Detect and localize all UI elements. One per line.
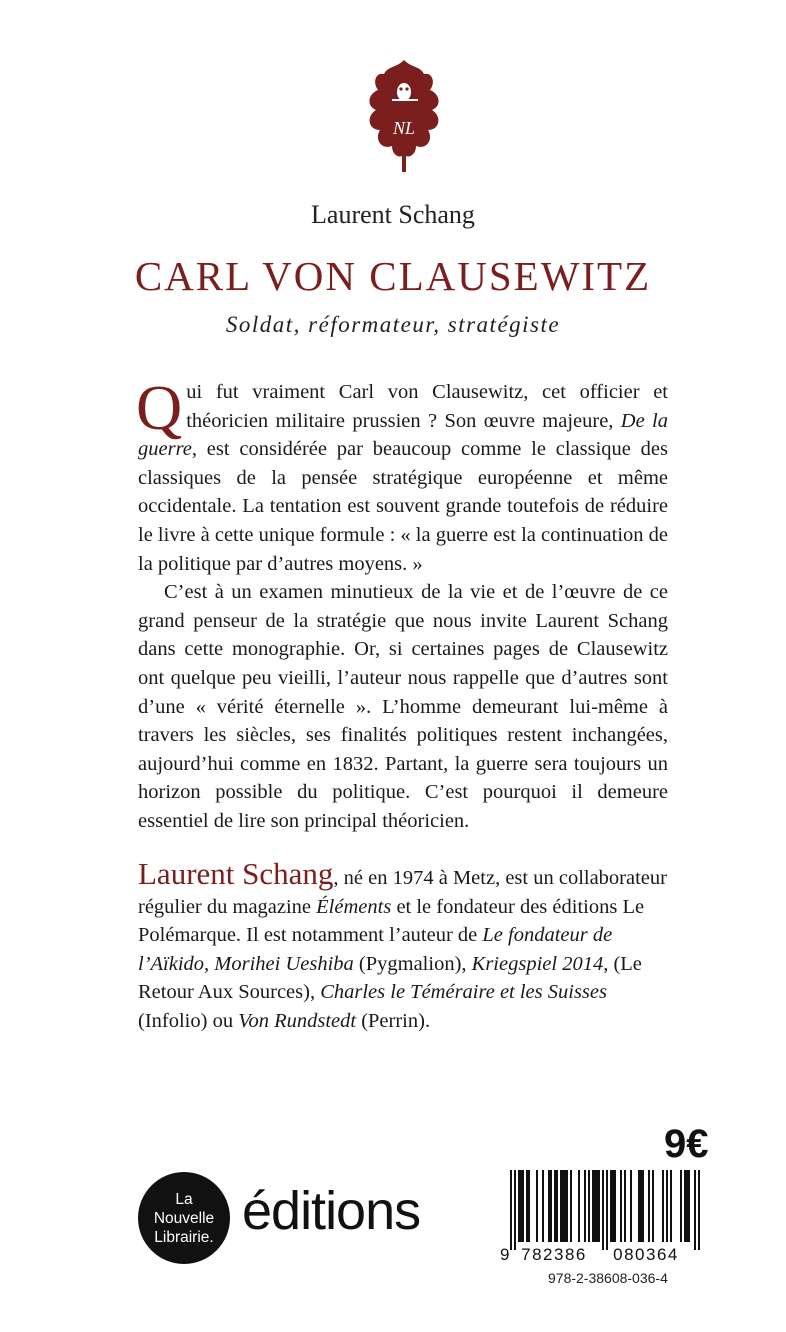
book-subtitle: Soldat, réformateur, stratégiste: [225, 312, 561, 337]
publisher-logo: La Nouvelle Librairie.: [138, 1172, 230, 1264]
barcode-bar: [698, 1170, 700, 1250]
barcode-bar: [510, 1170, 512, 1250]
drop-cap: Q: [136, 372, 183, 443]
blurb-paragraph-2: C’est à un examen minutieux de la vie et de l’œuvre de ce grand penseur de la stratégie que nous invite Laurent Schang dans cette monographie. Or, si certaines pages de Clausewitz ont quelque peu vieilli, l’auteur nous rappelle que d’autres sont d’une « vérité éternelle ». L’homme demeurant lui-même à travers les siècles, ses finalités politiques restent inchangées, aujourd’hui comme en 1832. Partant, la guerre sera toujours un horizon possible du politique. C’est pourquoi il demeure essentiel de lire son principal théoricien.: [138, 581, 668, 832]
barcode-bar: [592, 1170, 594, 1242]
barcode-bar: [560, 1170, 562, 1242]
barcode-bar: [522, 1170, 524, 1242]
barcode-bar: [602, 1170, 604, 1250]
barcode-bar: [688, 1170, 690, 1242]
barcode-bar: [548, 1170, 550, 1242]
barcode-bar: [642, 1170, 644, 1242]
barcode-bar: [570, 1170, 572, 1242]
barcode-bar: [610, 1170, 612, 1242]
barcode-bar: [564, 1170, 566, 1242]
barcode-bar: [556, 1170, 558, 1242]
author-bio: Laurent Schang, né en 1974 à Metz, est un collaborateur régulier du magazine Éléments et le fondateur des éditions Le Polémarque. Il est notamment l’auteur de Le fondateur de l’Aïkido, Morihei Ueshiba (Pygmalion), Kriegspiel 2014, (Le Retour Aux Sources), Charles le Téméraire et les Suisses (Infolio) ou Von Rundstedt (Perrin).: [138, 856, 667, 1032]
barcode-bar: [680, 1170, 682, 1242]
barcode-bar: [614, 1170, 616, 1242]
barcode-bar: [554, 1170, 556, 1242]
barcode-bar: [598, 1170, 600, 1242]
barcode-bar: [594, 1170, 596, 1242]
barcode-bar: [640, 1170, 642, 1242]
author-name: Laurent Schang: [311, 200, 475, 229]
barcode-bar: [612, 1170, 614, 1242]
barcode-bar: [542, 1170, 544, 1242]
barcode-bar: [514, 1170, 516, 1250]
barcode-bar: [566, 1170, 568, 1242]
barcode-bar: [578, 1170, 580, 1242]
barcode: [496, 1168, 706, 1264]
barcode-bar: [694, 1170, 696, 1250]
barcode-bar: [536, 1170, 538, 1242]
barcode-bar: [596, 1170, 598, 1242]
barcode-bar: [686, 1170, 688, 1242]
bio-author-name: Laurent Schang: [138, 856, 334, 891]
barcode-bar: [584, 1170, 586, 1242]
publisher-editions-word: éditions: [242, 1181, 421, 1241]
svg-text:NL: NL: [392, 118, 416, 138]
barcode-bar: [528, 1170, 530, 1242]
work-title: De la guerre: [138, 409, 668, 461]
barcode-bar: [638, 1170, 640, 1242]
barcode-bar: [624, 1170, 626, 1242]
barcode-right-digits: 080364: [613, 1245, 679, 1264]
barcode-bar: [518, 1170, 520, 1242]
barcode-bar: [588, 1170, 590, 1242]
barcode-bar: [562, 1170, 564, 1242]
barcode-bar: [526, 1170, 528, 1242]
barcode-bar: [606, 1170, 608, 1250]
price: 9€: [664, 1122, 709, 1166]
barcode-bar: [620, 1170, 622, 1242]
isbn: 978-2-38608-036-4: [548, 1270, 668, 1286]
barcode-bar: [652, 1170, 654, 1242]
blurb: [136, 372, 668, 836]
barcode-left-digits: 782386: [521, 1245, 587, 1264]
barcode-bar: [666, 1170, 668, 1242]
barcode-bar: [520, 1170, 522, 1242]
barcode-bar: [670, 1170, 672, 1242]
book-title: CARL VON CLAUSEWITZ: [134, 253, 652, 299]
barcode-bar: [550, 1170, 552, 1242]
barcode-bar: [684, 1170, 686, 1242]
barcode-bar: [630, 1170, 632, 1242]
barcode-bar: [662, 1170, 664, 1242]
barcode-first-digit: 9: [500, 1245, 510, 1264]
oak-leaf-owl-logo: [362, 58, 446, 176]
barcode-bar: [648, 1170, 650, 1242]
blurb-paragraph-1: Qui fut vraiment Carl von Clausewitz, cet officier et théoricien militaire prussien ? Son œuvre majeure, De la guerre, est considérée par beaucoup comme le classique des classiques de la pensée stratégique européenne et même occidentale. La tentation est souvent grande toutefois de réduire le livre à cette unique formule : « la guerre est la continuation de la politique par d’autres moyens. »: [136, 372, 668, 575]
